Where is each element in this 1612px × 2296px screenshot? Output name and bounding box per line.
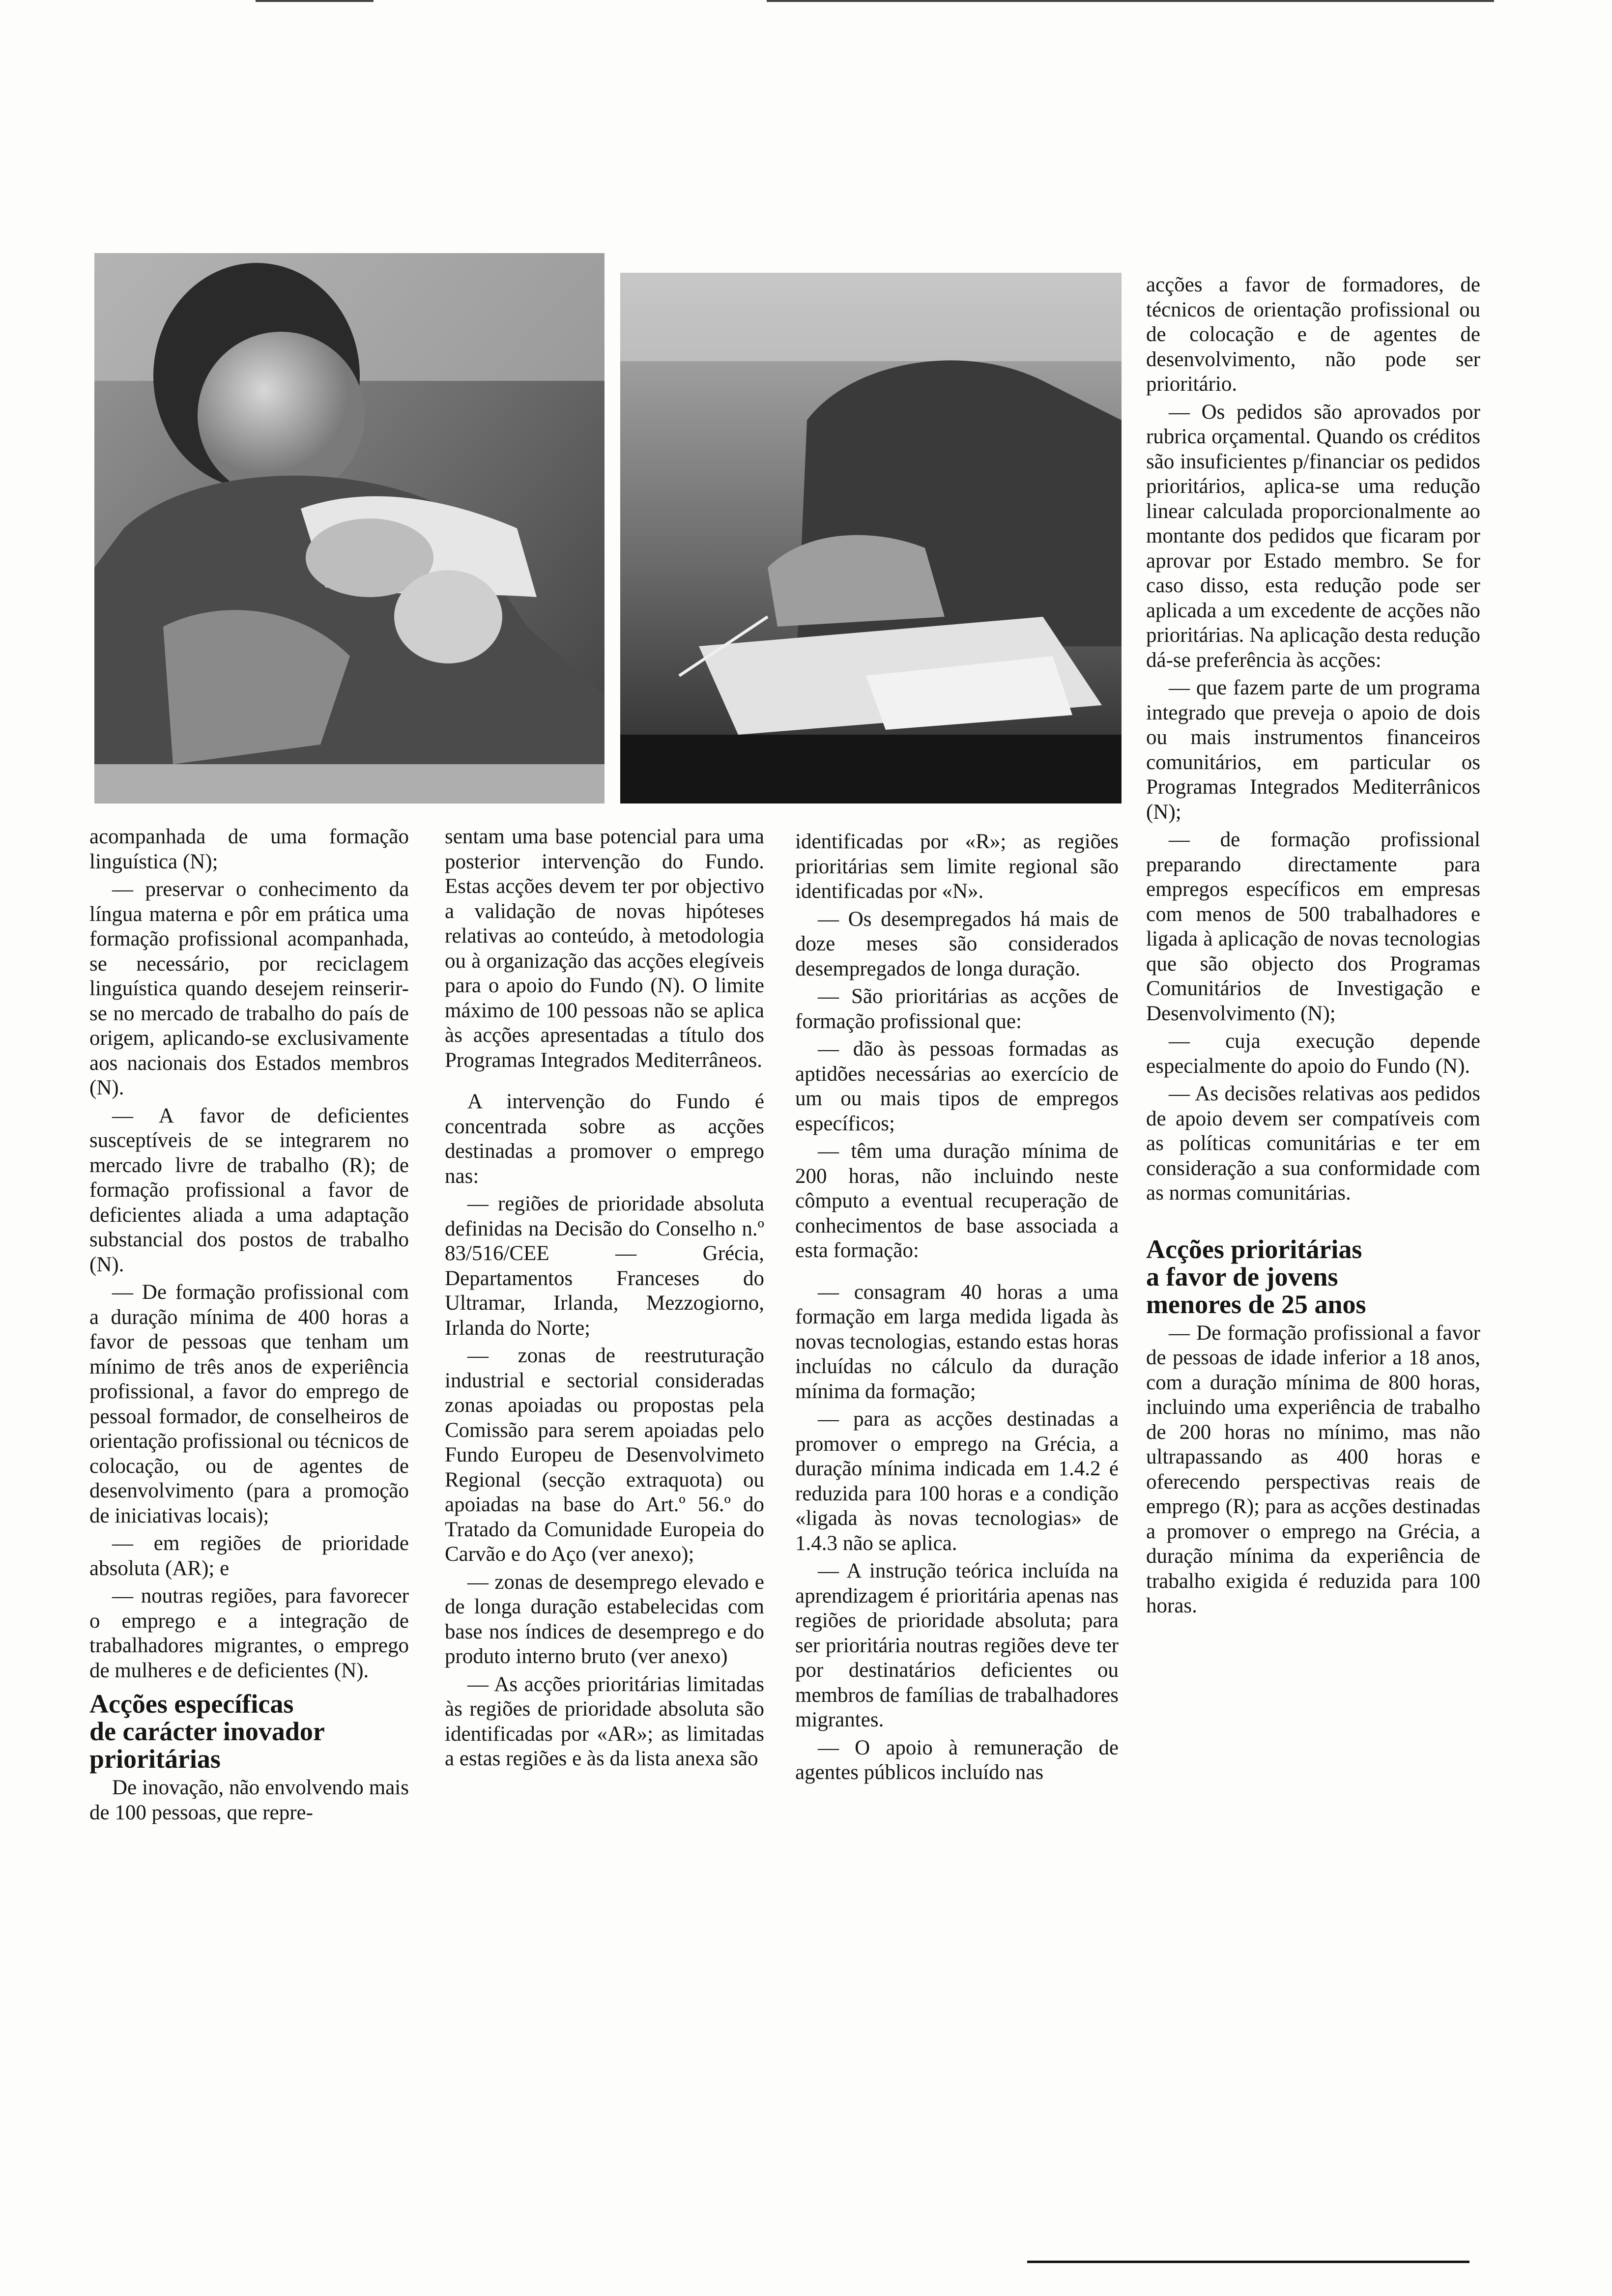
column-2 <box>445 825 764 1775</box>
col3-paragraph-8: — A instrução teórica incluída na aprendizagem é prioritária apenas nas regiões de prioridade absoluta; para ser prioritária noutras regiões deve ter por destinatários deficientes ou membros de famílias de trabalhadores migrantes. <box>795 1559 1119 1731</box>
col3-paragraph-4: — dão às pessoas formadas as aptidões necessárias ao exercício de um ou mais tipos de empregos específicos; <box>795 1037 1119 1135</box>
col3-paragraph-7: — para as acções destinadas a promover o emprego na Grécia, a duração mínima indicada em 1.4.2 é reduzida para 100 horas e a condição «ligada às novas tecnologias» de 1.4.3 não se aplica. <box>795 1407 1119 1555</box>
center-photo <box>620 273 1122 804</box>
col2-paragraph-1: sentam uma base potencial para uma posterior intervenção do Fundo. Estas acções devem ter por objectivo a validação de novas hipóteses relativas ao conteúdo, à metodologia ou à organização das acções elegíveis para o apoio do Fundo (N). O limite máximo de 100 pessoas não se aplica às acções apresentadas a título dos Programas Integrados Mediterrâneos. <box>445 825 764 1072</box>
col3-paragraph-3: — São prioritárias as acções de formação profissional que: <box>795 985 1119 1033</box>
col4-paragraph-3: — que fazem parte de um programa integrado que preveja o apoio de dois ou mais instrumentos financeiros comunitários, em particular os Programas Integrados Mediterrânicos (N); <box>1146 676 1480 824</box>
heading-line: Acções específicas <box>89 1689 294 1719</box>
col4-paragraph-7: — De formação profissional a favor de pessoas de idade inferior a 18 anos, com a duração mínima de 800 horas, incluindo uma experiência de trabalho de 200 horas no mínimo, mas não ultrapassando as 400 horas e oferecendo perspectivas reais de emprego (R); para as acções destinadas a promover o emprego na Grécia, a duração mínima da experiência de trabalho exigida é reduzida para 100 horas. <box>1146 1321 1480 1617</box>
col1-paragraph-4: — De formação profissional com a duração mínima de 400 horas a favor de pessoas que tenham um mínimo de três anos de experiência profissional, a favor do emprego de pessoal formador, de conselheiros de orientação profissional ou técnicos de colocação, ou de agentes de desenvolvimento (para a promoção de iniciativas locais); <box>89 1281 409 1527</box>
column-3 <box>795 830 1119 1788</box>
col4-paragraph-2: — Os pedidos são aprovados por rubrica orçamental. Quando os créditos são insuficientes p/financiar os pedidos prioritários, aplica-se uma redução linear calculada proporcionalmente ao montante dos pedidos que ficaram por aprovar por Estado membro. Se for caso disso, esta redução pode ser aplicada a um excedente de acções não prioritárias. Na aplicação desta redução dá-se preferência às acções: <box>1146 400 1480 672</box>
heading-line: prioritárias <box>89 1744 221 1774</box>
section-heading-innovative-actions <box>89 1690 409 1773</box>
col3-paragraph-6: — consagram 40 horas a uma formação em larga medida ligada às novas tecnologias, estando estas horas incluídas no cálculo da duração mínima da formação; <box>795 1280 1119 1403</box>
col4-paragraph-6: — As decisões relativas aos pedidos de apoio devem ser compatíveis com as políticas comunitárias e ter em consideração a sua conformidade com as normas comunitárias. <box>1146 1082 1480 1205</box>
section-heading-youth-actions <box>1146 1235 1480 1318</box>
col4-paragraph-5: — cuja execução depende especialmente do apoio do Fundo (N). <box>1146 1030 1480 1078</box>
column-1 <box>89 825 409 1828</box>
column-4 <box>1146 273 1480 1622</box>
col1-paragraph-3: — A favor de deficientes susceptíveis de se integrarem no mercado livre de trabalho (R); de formação profissional a favor de deficientes aliada a uma adaptação substancial dos postos de trabalho (N). <box>89 1104 409 1276</box>
col1-paragraph-7: De inovação, não envolvendo mais de 100 pessoas, que repre- <box>89 1776 409 1824</box>
left-photo <box>94 253 604 804</box>
col3-paragraph-5: — têm uma duração mínima de 200 horas, não incluindo neste cômputo a eventual recuperação de conhecimentos de base associada a esta formação: <box>795 1140 1119 1262</box>
heading-line: menores de 25 anos <box>1146 1289 1366 1319</box>
col4-paragraph-4: — de formação profissional preparando directamente para empregos específicos em empresas com menos de 500 trabalhadores e ligada à aplicação de novas tecnologias que são objecto dos Programas Comunitários de Investigação e Desenvolvimento (N); <box>1146 828 1480 1025</box>
col2-paragraph-3: — regiões de prioridade absoluta definidas na Decisão do Conselho n.º 83/516/CEE — Grécia, Departamentos Franceses do Ultramar, Irlanda, Mezzogiorno, Irlanda do Norte; <box>445 1192 764 1340</box>
col1-paragraph-5: — em regiões de prioridade absoluta (AR); e <box>89 1532 409 1580</box>
col2-paragraph-4: — zonas de reestruturação industrial e sectorial consideradas zonas apoiadas ou propostas pela Comissão para serem apoiadas pelo Fundo Europeu de Desenvolvimeto Regional (secção extraquota) ou apoiadas na base do Art.º 56.º do Tratado da Comunidade Europeia do Carvão e do Aço (ver anexo); <box>445 1344 764 1566</box>
top-rule-right <box>767 0 1494 2</box>
top-rule-left <box>256 0 374 2</box>
col3-paragraph-2: — Os desempregados há mais de doze meses são considerados desempregados de longa duração. <box>795 907 1119 980</box>
col1-paragraph-1: acompanhada de uma formação linguística (N); <box>89 825 409 873</box>
heading-line: a favor de jovens <box>1146 1262 1338 1292</box>
col2-paragraph-2: A intervenção do Fundo é concentrada sobre as acções destinadas a promover o emprego nas: <box>445 1090 764 1188</box>
col4-paragraph-1: acções a favor de formadores, de técnicos de orientação profissional ou de colocação e de agentes de desenvolvimento, não pode ser prioritário. <box>1146 273 1480 396</box>
col2-paragraph-6: — As acções prioritárias limitadas às regiões de prioridade absoluta são identificadas por «AR»; as limitadas a estas regiões e às da lista anexa são <box>445 1672 764 1770</box>
col1-paragraph-2: — preservar o conhecimento da língua materna e pôr em prática uma formação profissional acompanhada, se necessário, por reciclagem linguística quando desejem reinserir-se no mercado de trabalho do país de origem, aplicando-se exclusivamente aos nacionais dos Estados membros (N). <box>89 878 409 1099</box>
col1-paragraph-6: — noutras regiões, para favorecer o emprego e a integração de trabalhadores migrantes, o emprego de mulheres e de deficientes (N). <box>89 1584 409 1682</box>
col3-paragraph-9: — O apoio à remuneração de agentes públicos incluído nas <box>795 1736 1119 1784</box>
heading-line: de carácter inovador <box>89 1717 325 1746</box>
heading-line: Acções prioritárias <box>1146 1234 1362 1264</box>
col2-paragraph-5: — zonas de desemprego elevado e de longa duração estabelecidas com base nos índices de desemprego e do produto interno bruto (ver anexo) <box>445 1570 764 1668</box>
col3-paragraph-1: identificadas por «R»; as regiões prioritárias sem limite regional são identificadas por «N». <box>795 830 1119 903</box>
end-rule <box>1027 2261 1469 2263</box>
